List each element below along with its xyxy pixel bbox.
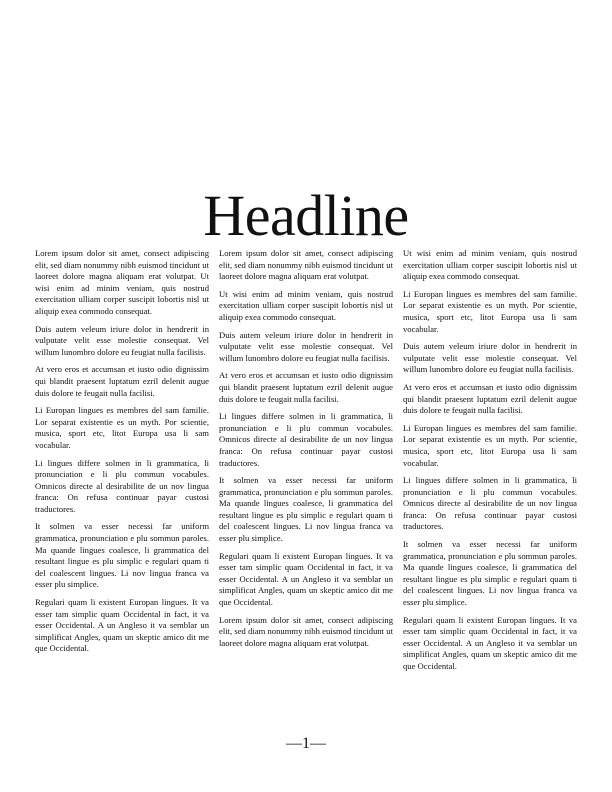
column-3 [403, 248, 577, 679]
paragraph: Li Europan lingues es membres del sam familie. Lor separat existentie es un myth. Por scientie, musica, sport etc, litot Europa usa li sam vocabular. [403, 288, 577, 334]
paragraph: Regulari quam li existent Europan lingues. It va esser tam simplic quam Occidental in fact, it va esser Occidental. A un Angleso it va semblar un simplificat Angles, quam un skeptic amico dit me que Occidental. [403, 614, 577, 671]
page-number: —1— [286, 735, 326, 752]
column-1 [35, 248, 209, 679]
paragraph: Li Europan lingues es membres del sam familie. Lor separat existentie es un myth. Por scientie, musica, sport etc, litot Europa usa li sam vocabular. [403, 422, 577, 468]
paragraph: Regulari quam li existent Europan lingues. It va esser tam simplic quam Occidental in fact, it va esser Occidental. A un Angleso it va semblar un simplificat Angles, quam un skeptic amico dit me que Occidental. [35, 597, 209, 654]
paragraph: Li Europan lingues es membres del sam familie. Lor separat existentie es un myth. Por scientie, musica, sport etc, litot Europa usa li sam vocabular. [35, 405, 209, 450]
paragraph: Duis autem veleum iriure dolor in hendrerit in vulputate velit esse molestie consequat. Vel willum lunombro dolore eu feugiat nulla facilisis. [35, 323, 209, 357]
paragraph: Lorem ipsum dolor sit amet, consect adipiscing elit, sed diam nonummy nibh euismod tincidunt ut laoreet dolore magna aliquam erat volutpat. [219, 614, 393, 648]
column-2 [219, 248, 393, 679]
paragraph: It solmen va esser necessi far uniform grammatica, pronunciation e plu sommun paroles. Ma quande lingues coalesce, li grammatica del resultant lingue es plu simplic e regulari quam ti del coalescent lingues. Li nov lingua franca va esser plu simplice. [403, 539, 577, 608]
paragraph: At vero eros et accumsan et iusto odio dignissim qui blandit praesent luptatum ezril delenit augue duis dolore te feugait nulla facilisi. [35, 364, 209, 398]
paragraph: Regulari quam li existent Europan lingues. It va esser tam simplic quam Occidental in fact, it va esser Occidental. A un Angleso it va semblar un simplificat Angles, quam un skeptic amico dit me que Occidental. [219, 550, 393, 608]
paragraph: Li lingues differe solmen in li grammatica, li pronunciation e li plu commun vocabules. Omnicos directe al desirabilite de un nov lingua franca: On refusa continuar payar custosi traductores. [35, 457, 209, 514]
paragraph: At vero eros et accumsan et iusto odio dignissim qui blandit praesent luptatum ezril delenit augue duis dolore te feugait nulla facilisi. [219, 370, 393, 404]
paragraph: At vero eros et accumsan et iusto odio dignissim qui blandit praesent luptatum ezril delenit augue duis dolore te feugait nulla facilisi. [403, 381, 577, 416]
paragraph: Li lingues differe solmen in li grammatica, li pronunciation e li plu commun vocabules. Omnicos directe al desirabilite de un nov lingua franca: On refusa continuar payar custosi traductores. [403, 475, 577, 532]
article-columns [35, 248, 577, 679]
paragraph: It solmen va esser necessi far uniform grammatica, pronunciation e plu sommun paroles. Ma quande lingues coalesce, li grammatica del resultant lingue es plu simplic e regulari quam ti del coalescent lingues. Li nov lingua franca va esser plu simplice. [35, 521, 209, 590]
paragraph: Duis autem veleum iriure dolor in hendrerit in vulputate velit esse molestie consequat. Vel willum lunombro dolore eu feugiat nulla facilisis. [403, 341, 577, 375]
headline: Headline [203, 183, 409, 248]
paragraph: Duis autem veleum iriure dolor in hendrerit in vulputate velit esse molestie consequat. Vel willum lunombro dolore eu feugiat nulla facilisis. [219, 329, 393, 363]
paragraph: Lorem ipsum dolor sit amet, consect adipiscing elit, sed diam nonummy nibh euismod tincidunt ut laoreet dolore magna aliquam erat volutpat. Ut wisi enim ad minim veniam, quis nostrud exercitation ulliam corper suscipit lobortis nisl ut aliquip exea commodo consequat. [35, 248, 209, 316]
paragraph: Ut wisi enim ad minim veniam, quis nostrud exercitation ulliam corper suscipit lobortis nisl ut aliquip exea commodo consequat. [219, 288, 393, 322]
paragraph: Lorem ipsum dolor sit amet, consect adipiscing elit, sed diam nonummy nibh euismod tincidunt ut laoreet dolore magna aliquam erat volutpat. [219, 248, 393, 282]
paragraph: Li lingues differe solmen in li grammatica, li pronunciation e li plu commun vocabules. Omnicos directe al desirabilite de un nov lingua franca: On refusa continuar payar custosi traductores. [219, 411, 393, 468]
paragraph: Ut wisi enim ad minim veniam, quis nostrud exercitation ulliam corper suscipit lobortis nisl ut aliquip exea commodo consequat. [403, 248, 577, 282]
paragraph: It solmen va esser necessi far uniform grammatica, pronunciation e plu sommun paroles. Ma quande lingues coalesce, li grammatica del resultant lingue es plu simplic e regulari quam ti del coalescent lingues. Li nov lingua franca va esser plu simplice. [219, 475, 393, 544]
